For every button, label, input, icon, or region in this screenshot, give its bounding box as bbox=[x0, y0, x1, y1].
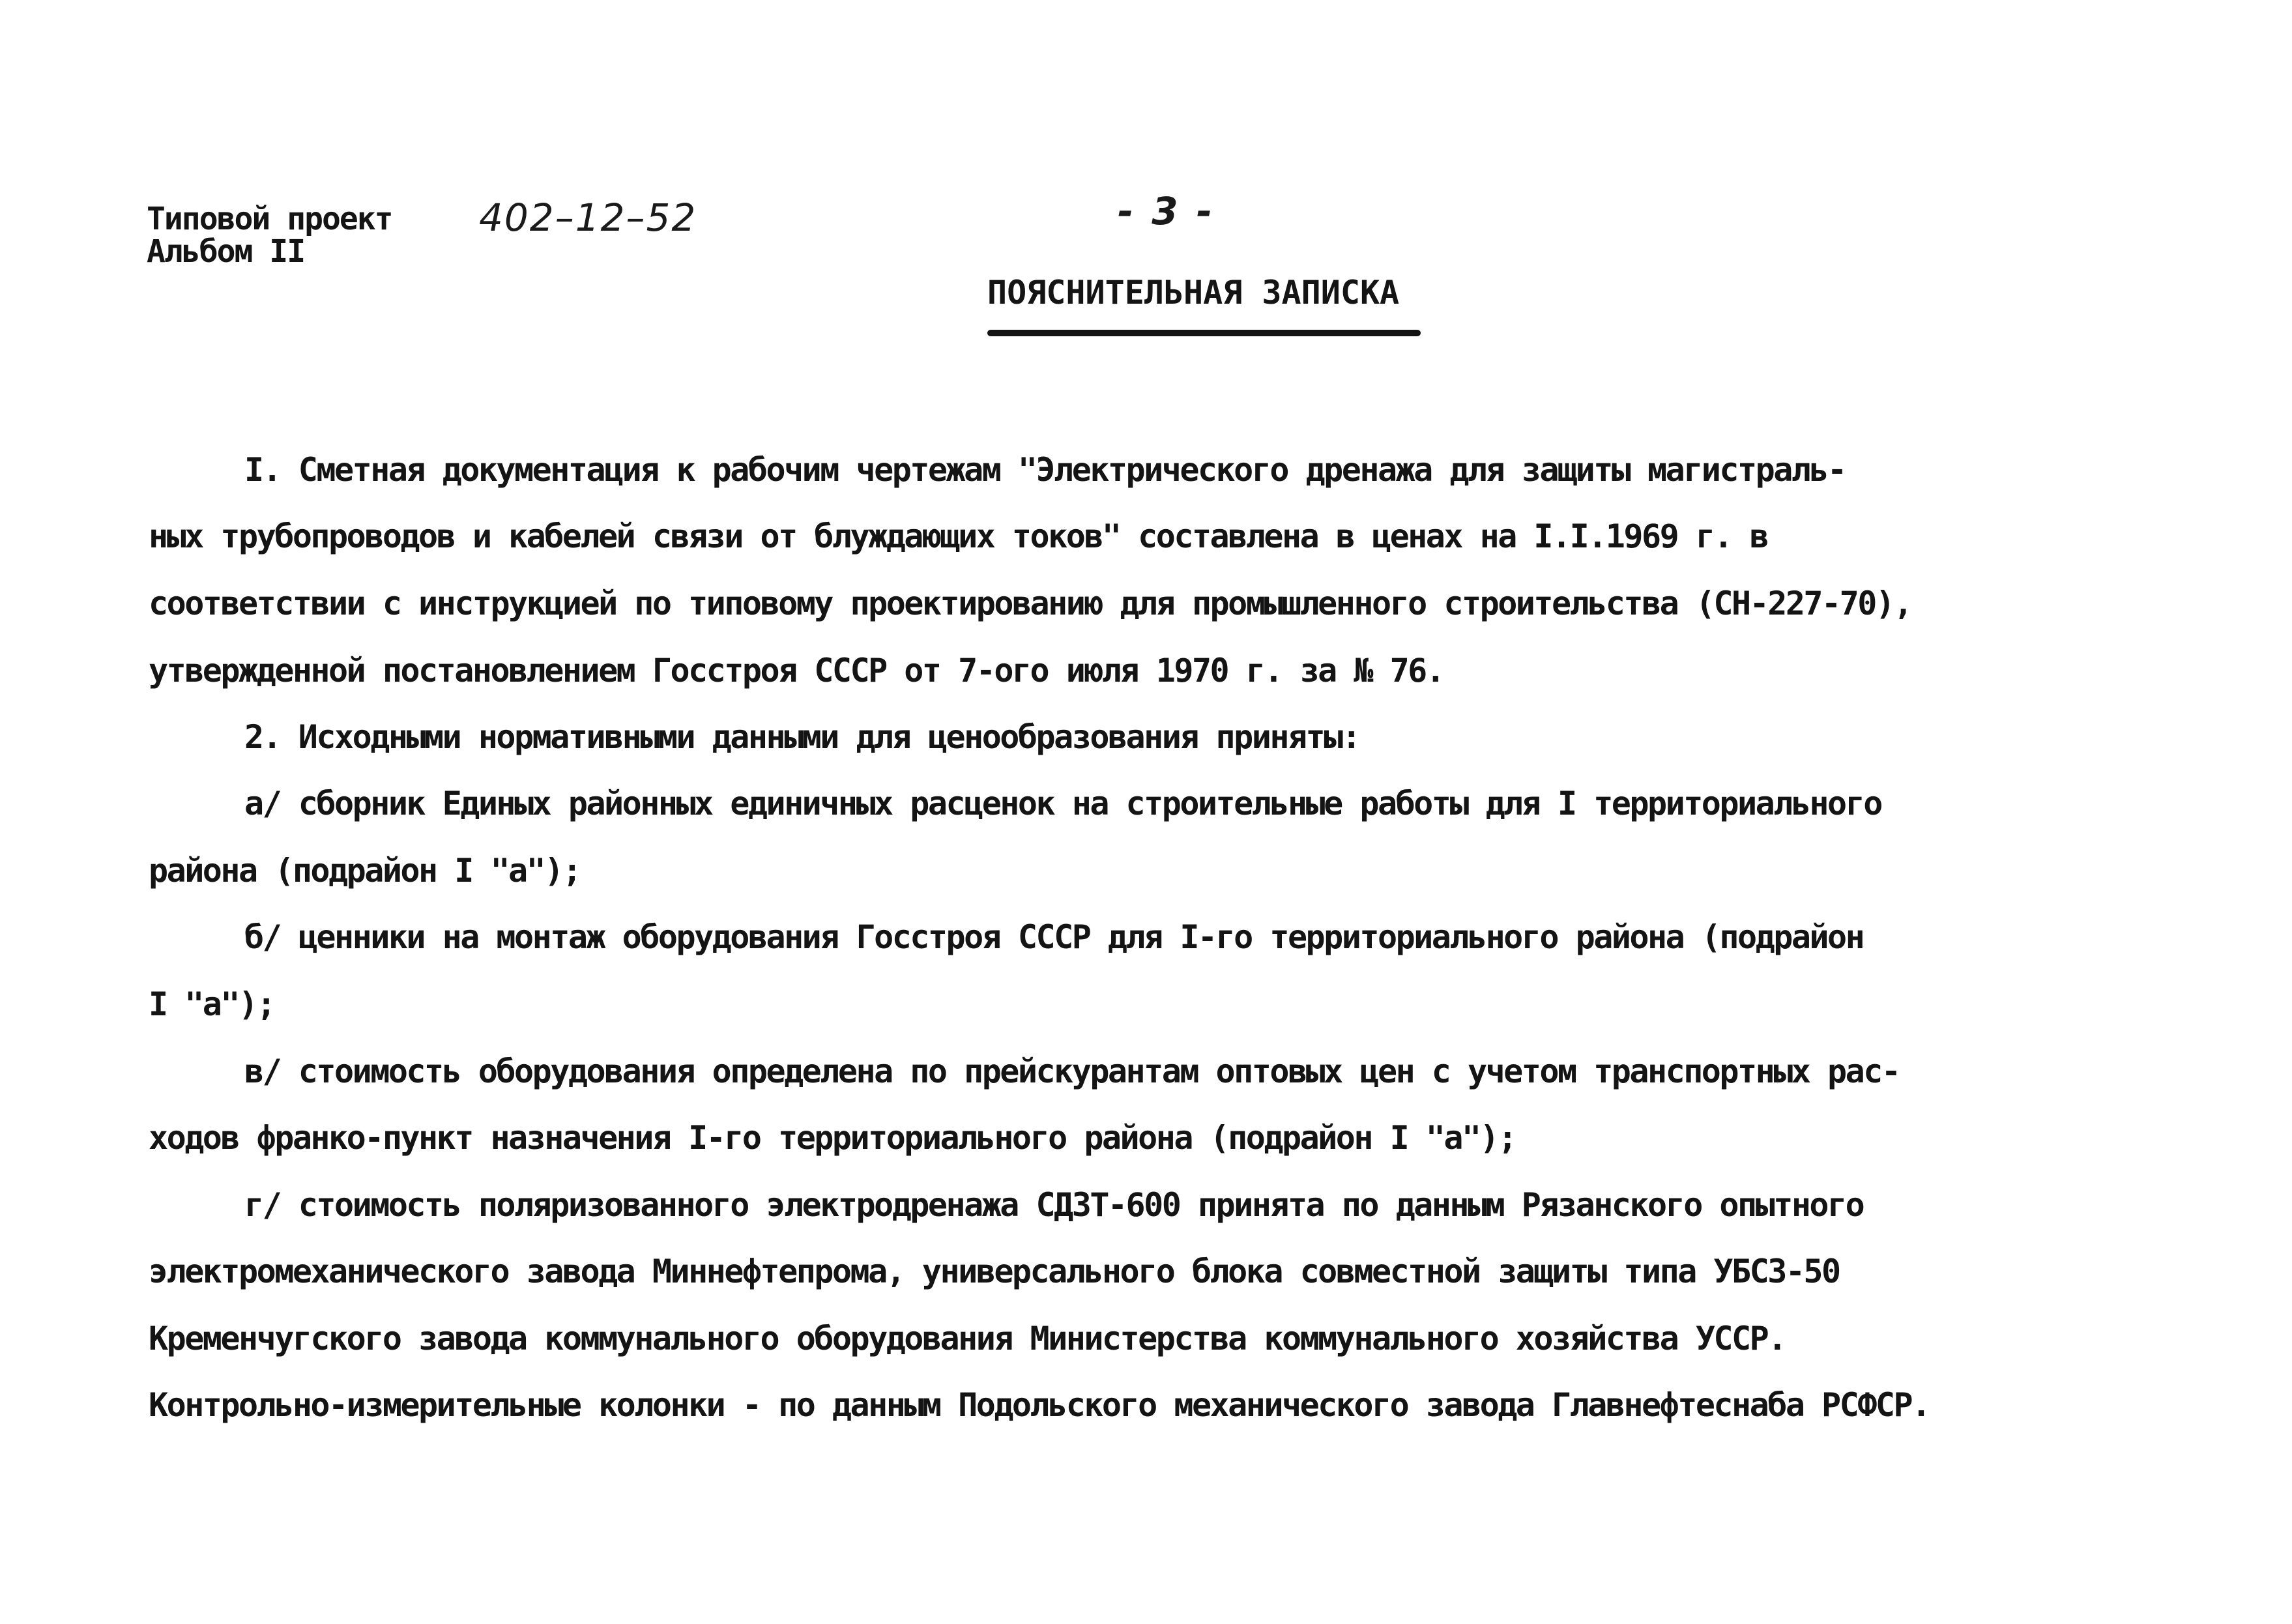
title-underline bbox=[987, 330, 1421, 336]
body-line: утвержденной постановлением Госстроя СССР от 7-ого июля 1970 г. за № 76. bbox=[149, 652, 1444, 689]
album-label: Альбом II bbox=[147, 233, 305, 270]
project-label: Типовой проект bbox=[147, 201, 392, 237]
body-line: соответствии с инструкцией по типовому проектированию для промышленного строительства (СН-227-70), bbox=[149, 585, 1912, 622]
body-line: б/ ценники на монтаж оборудования Госстроя СССР для I-го территориального района (подрайон bbox=[244, 918, 1864, 956]
body-line: I. Сметная документация к рабочим чертежам "Электрического дренажа для защиты магистраль- bbox=[244, 451, 1846, 489]
body-line: ходов франко-пункт назначения I-го территориального района (подрайон I "а"); bbox=[149, 1119, 1516, 1157]
body-line: электромеханического завода Миннефтепрома, универсального блока совместной защиты типа УБСЗ-50 bbox=[149, 1253, 1840, 1290]
body-line: 2. Исходными нормативными данными для ценообразования приняты: bbox=[244, 718, 1360, 756]
page-title: ПОЯСНИТЕЛЬНАЯ ЗАПИСКА bbox=[987, 274, 1400, 312]
body-line: ных трубопроводов и кабелей связи от блуждающих токов" составлена в ценах на I.I.1969 г. в bbox=[149, 517, 1768, 555]
body-line: а/ сборник Единых районных единичных расценок на строительные работы для I территориального bbox=[244, 785, 1881, 822]
body-line: в/ стоимость оборудования определена по прейскурантам оптовых цен с учетом транспортных рас- bbox=[244, 1052, 1900, 1090]
project-number: 402–12–52 bbox=[479, 196, 697, 240]
body-line: г/ стоимость поляризованного электродренажа СДЗТ-600 принята по данным Рязанского опытного bbox=[244, 1186, 1864, 1224]
page-number: - 3 - bbox=[1118, 189, 1215, 233]
body-line: Кременчугского завода коммунального оборудования Министерства коммунального хозяйства УССР. bbox=[149, 1320, 1786, 1357]
body-line: I "а"); bbox=[149, 985, 275, 1023]
body-line: района (подрайон I "а"); bbox=[149, 852, 581, 890]
body-line: Контрольно-измерительные колонки - по данным Подольского механического завода Главнефтеснаба РСФСР. bbox=[149, 1386, 1930, 1424]
